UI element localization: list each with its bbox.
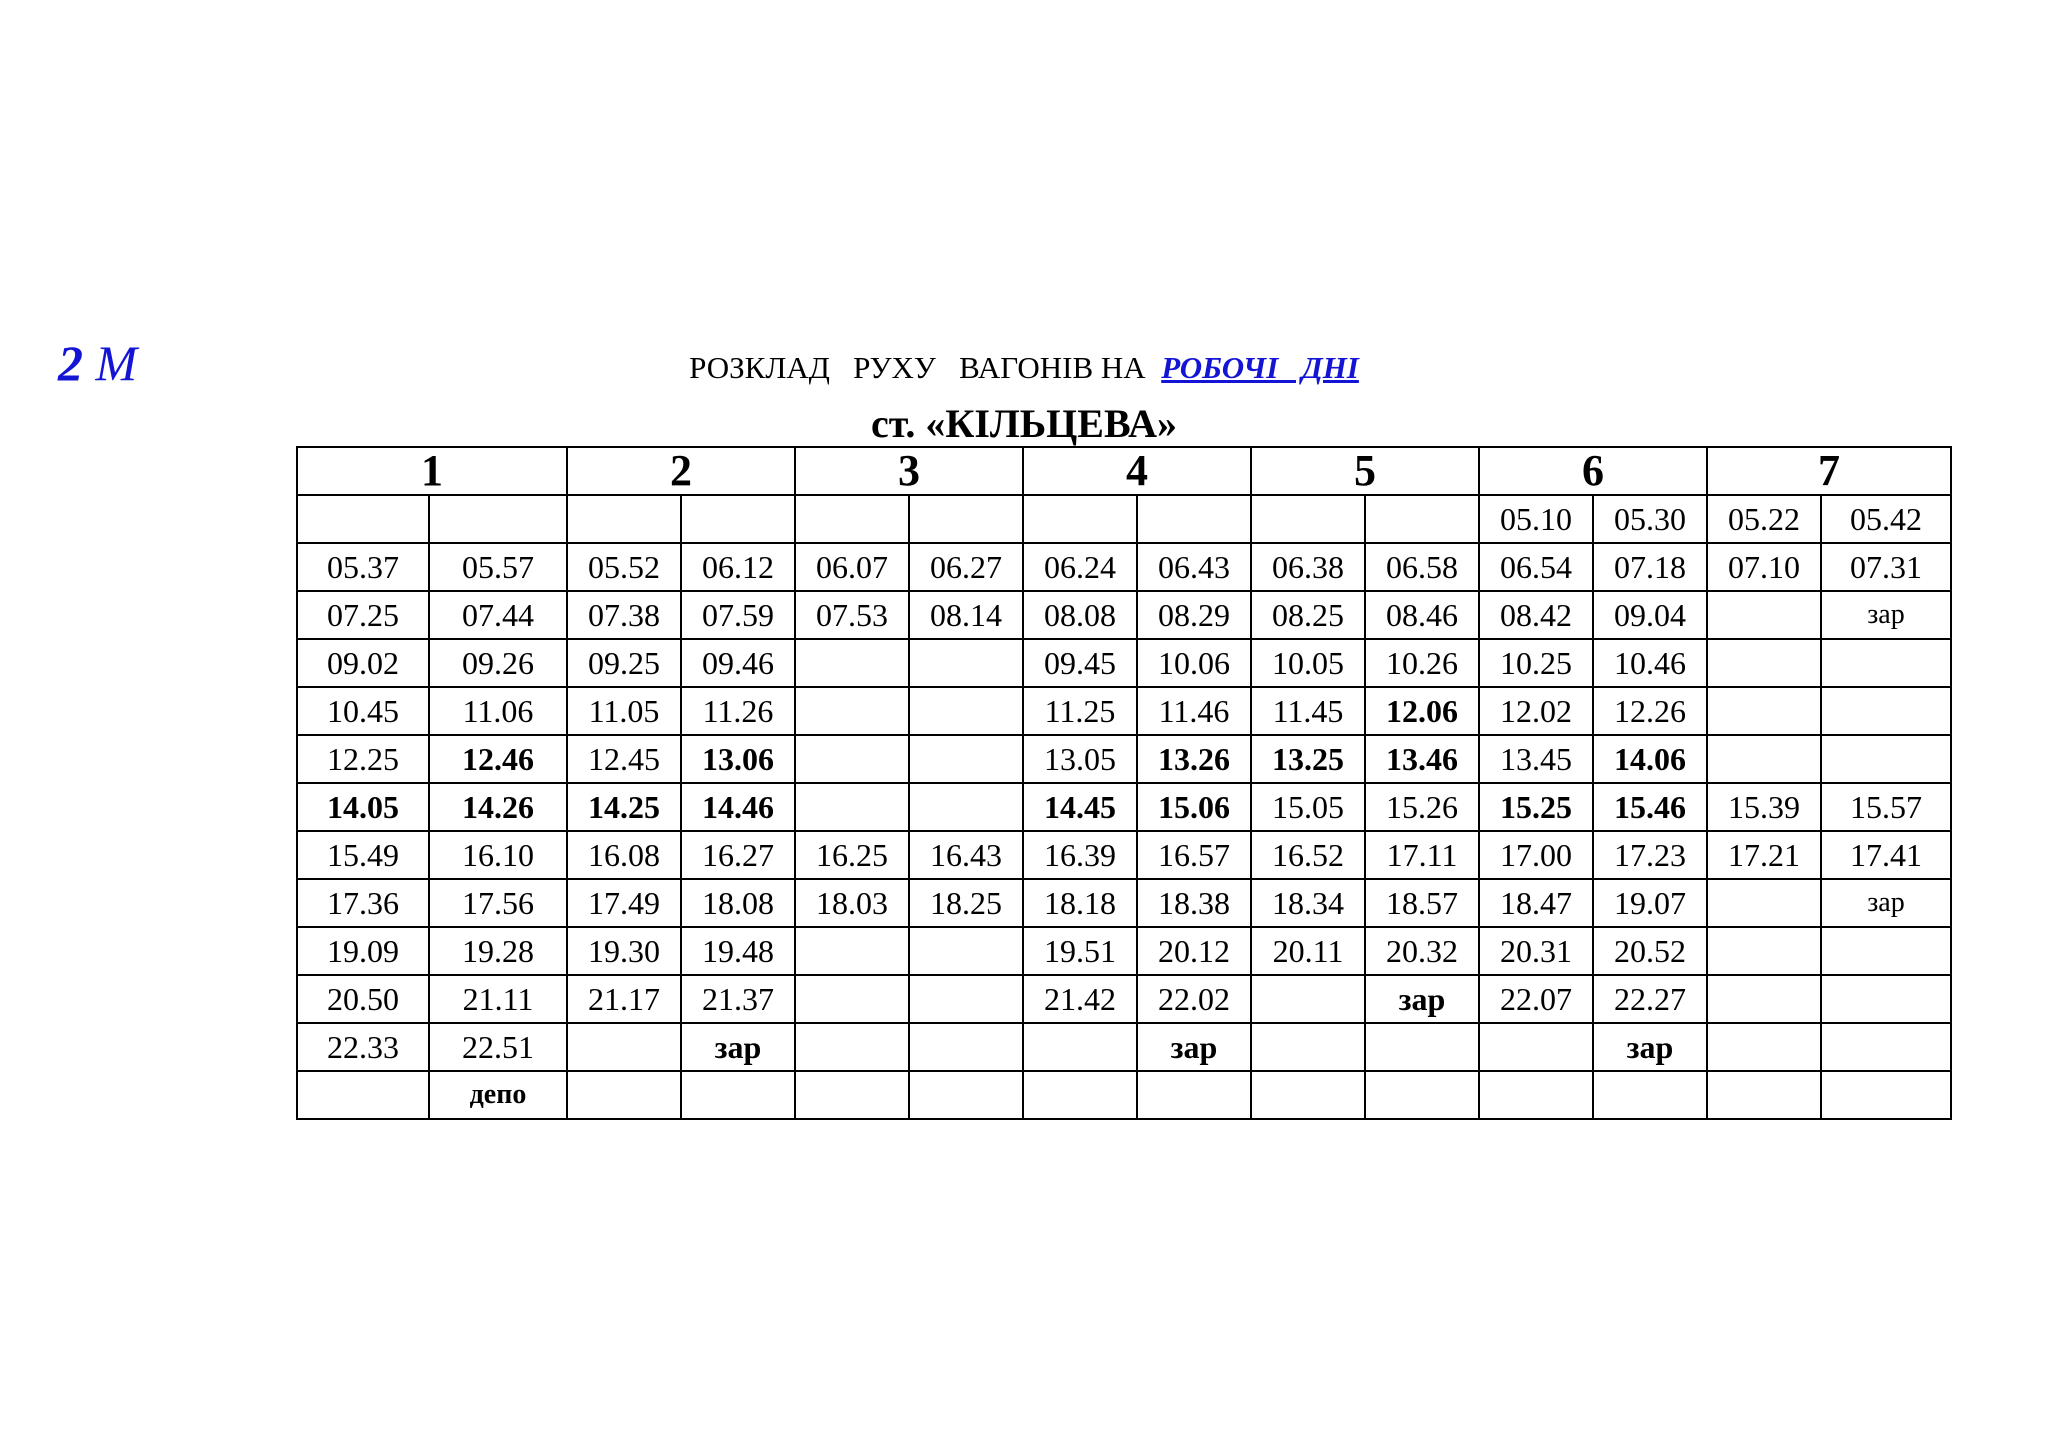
schedule-cell: 12.25 [297,735,429,783]
column-header-5: 5 [1251,447,1479,495]
schedule-cell [297,1071,429,1119]
schedule-cell [1365,495,1479,543]
schedule-cell [795,975,909,1023]
schedule-cell: 12.46 [429,735,567,783]
schedule-cell [1251,975,1365,1023]
schedule-cell: 11.46 [1137,687,1251,735]
schedule-cell [909,639,1023,687]
table-row [297,495,1951,543]
schedule-cell: 17.36 [297,879,429,927]
schedule-heading [0,350,2048,386]
schedule-cell: 12.02 [1479,687,1593,735]
schedule-cell: 14.06 [1593,735,1707,783]
schedule-cell [1821,975,1951,1023]
schedule-cell [567,495,681,543]
schedule-cell [909,927,1023,975]
schedule-cell: 22.02 [1137,975,1251,1023]
schedule-cell [795,783,909,831]
schedule-cell: 11.45 [1251,687,1365,735]
schedule-cell [795,687,909,735]
schedule-cell [795,927,909,975]
schedule-cell [1479,1023,1593,1071]
schedule-cell: 10.46 [1593,639,1707,687]
schedule-cell: 18.25 [909,879,1023,927]
schedule-cell [1821,1023,1951,1071]
schedule-cell: зар [681,1023,795,1071]
schedule-cell [1479,1071,1593,1119]
schedule-cell: 18.47 [1479,879,1593,927]
schedule-cell: 17.11 [1365,831,1479,879]
schedule-cell [909,687,1023,735]
schedule-cell: 05.30 [1593,495,1707,543]
schedule-cell: 15.05 [1251,783,1365,831]
schedule-cell: 16.43 [909,831,1023,879]
schedule-cell [795,495,909,543]
route-letter: М [95,335,138,391]
schedule-cell: 11.06 [429,687,567,735]
schedule-cell: 09.04 [1593,591,1707,639]
schedule-cell [1137,495,1251,543]
schedule-cell: 09.45 [1023,639,1137,687]
column-header-row [297,447,1951,495]
schedule-cell [1251,495,1365,543]
schedule-cell: 16.52 [1251,831,1365,879]
schedule-cell: 08.42 [1479,591,1593,639]
schedule-cell: зар [1821,879,1951,927]
schedule-cell: 17.21 [1707,831,1821,879]
schedule-cell [567,1071,681,1119]
schedule-cell [1593,1071,1707,1119]
schedule-cell: депо [429,1071,567,1119]
schedule-cell: 17.49 [567,879,681,927]
schedule-cell [1821,639,1951,687]
schedule-cell: 13.45 [1479,735,1593,783]
table-row [297,687,1951,735]
schedule-cell: 05.10 [1479,495,1593,543]
schedule-cell [1251,1071,1365,1119]
schedule-cell: 19.48 [681,927,795,975]
schedule-cell: 13.46 [1365,735,1479,783]
schedule-cell [429,495,567,543]
schedule-cell: 15.39 [1707,783,1821,831]
schedule-cell: 17.23 [1593,831,1707,879]
schedule-cell [1707,687,1821,735]
schedule-cell [681,1071,795,1119]
schedule-cell: 08.46 [1365,591,1479,639]
schedule-cell [1251,1023,1365,1071]
schedule-cell: 19.28 [429,927,567,975]
schedule-cell: 10.25 [1479,639,1593,687]
schedule-cell: 20.31 [1479,927,1593,975]
schedule-cell [1821,927,1951,975]
schedule-cell: 16.25 [795,831,909,879]
schedule-cell [681,495,795,543]
schedule-cell [1707,639,1821,687]
schedule-cell: 16.27 [681,831,795,879]
schedule-cell: 17.41 [1821,831,1951,879]
schedule-cell [1023,1071,1137,1119]
schedule-cell: 19.51 [1023,927,1137,975]
schedule-cell: 06.54 [1479,543,1593,591]
schedule-cell: 14.45 [1023,783,1137,831]
schedule-cell: 18.34 [1251,879,1365,927]
schedule-cell: 07.44 [429,591,567,639]
schedule-cell: 07.53 [795,591,909,639]
schedule-cell: 17.00 [1479,831,1593,879]
schedule-cell: 07.31 [1821,543,1951,591]
schedule-cell [1137,1071,1251,1119]
schedule-cell: 10.06 [1137,639,1251,687]
schedule-cell [1023,1023,1137,1071]
schedule-cell: зар [1137,1023,1251,1071]
schedule-cell: 05.57 [429,543,567,591]
schedule-cell [567,1023,681,1071]
schedule-cell: 05.52 [567,543,681,591]
schedule-cell: 19.09 [297,927,429,975]
schedule-cell: 08.08 [1023,591,1137,639]
schedule-cell [1365,1023,1479,1071]
schedule-cell [1821,1071,1951,1119]
schedule-cell: 22.33 [297,1023,429,1071]
column-header-7: 7 [1707,447,1951,495]
schedule-cell: 17.56 [429,879,567,927]
schedule-cell [909,783,1023,831]
schedule-cell: 11.25 [1023,687,1137,735]
schedule-cell [795,1023,909,1071]
route-number: 2 [58,335,83,391]
schedule-cell: 07.10 [1707,543,1821,591]
column-header-2: 2 [567,447,795,495]
schedule-cell [1707,879,1821,927]
column-header-1: 1 [297,447,567,495]
schedule-cell: 06.07 [795,543,909,591]
table-row [297,975,1951,1023]
schedule-cell: 06.24 [1023,543,1137,591]
schedule-cell: 20.52 [1593,927,1707,975]
schedule-cell [1707,975,1821,1023]
schedule-cell: 05.37 [297,543,429,591]
schedule-cell [1707,591,1821,639]
schedule-cell [909,735,1023,783]
schedule-cell: 22.51 [429,1023,567,1071]
schedule-cell: 22.07 [1479,975,1593,1023]
schedule-cell: 14.26 [429,783,567,831]
schedule-cell [1821,735,1951,783]
schedule-cell: 07.25 [297,591,429,639]
schedule-cell: 11.26 [681,687,795,735]
schedule-cell: 14.46 [681,783,795,831]
schedule-cell: 08.29 [1137,591,1251,639]
table-row [297,591,1951,639]
schedule-cell [1707,735,1821,783]
table-row [297,735,1951,783]
schedule-cell: 15.57 [1821,783,1951,831]
schedule-cell: 15.26 [1365,783,1479,831]
schedule-cell [1707,927,1821,975]
schedule-cell: 05.22 [1707,495,1821,543]
schedule-cell: 08.14 [909,591,1023,639]
schedule-cell: 06.27 [909,543,1023,591]
schedule-cell [795,639,909,687]
schedule-cell: 12.26 [1593,687,1707,735]
schedule-cell [909,1023,1023,1071]
heading-prefix: РОЗКЛАД РУХУ ВАГОНІВ НА [689,350,1146,385]
schedule-cell: 19.07 [1593,879,1707,927]
column-header-3: 3 [795,447,1023,495]
table-row [297,927,1951,975]
table-row [297,783,1951,831]
schedule-cell: 07.38 [567,591,681,639]
schedule-cell [909,495,1023,543]
column-header-4: 4 [1023,447,1251,495]
schedule-cell: зар [1593,1023,1707,1071]
schedule-cell [1821,687,1951,735]
schedule-cell: зар [1365,975,1479,1023]
schedule-cell: 09.02 [297,639,429,687]
schedule-cell [297,495,429,543]
schedule-cell: 19.30 [567,927,681,975]
schedule-cell: 15.49 [297,831,429,879]
schedule-cell: 20.50 [297,975,429,1023]
table-row [297,639,1951,687]
schedule-cell: 13.06 [681,735,795,783]
schedule-cell: 09.25 [567,639,681,687]
schedule-cell [1023,495,1137,543]
schedule-cell: 15.06 [1137,783,1251,831]
table-row [297,1071,1951,1119]
schedule-cell: 16.10 [429,831,567,879]
schedule-cell: 16.08 [567,831,681,879]
schedule-cell [795,1071,909,1119]
schedule-cell: 22.27 [1593,975,1707,1023]
column-header-6: 6 [1479,447,1707,495]
schedule-cell [1365,1071,1479,1119]
schedule-cell: зар [1821,591,1951,639]
schedule-cell: 10.05 [1251,639,1365,687]
schedule-cell: 18.03 [795,879,909,927]
schedule-body [297,447,1951,1119]
schedule-cell [1707,1023,1821,1071]
schedule-cell: 12.45 [567,735,681,783]
schedule-cell: 21.42 [1023,975,1137,1023]
schedule-cell: 16.39 [1023,831,1137,879]
schedule-cell: 06.12 [681,543,795,591]
schedule-cell: 18.38 [1137,879,1251,927]
schedule-cell: 14.25 [567,783,681,831]
schedule-cell: 14.05 [297,783,429,831]
schedule-cell [909,975,1023,1023]
schedule-cell: 12.06 [1365,687,1479,735]
schedule-cell: 20.11 [1251,927,1365,975]
table-row [297,879,1951,927]
schedule-cell: 13.26 [1137,735,1251,783]
schedule-cell: 10.26 [1365,639,1479,687]
schedule-cell: 07.18 [1593,543,1707,591]
schedule-cell: 21.37 [681,975,795,1023]
schedule-cell [1707,1071,1821,1119]
schedule-cell: 20.32 [1365,927,1479,975]
schedule-cell: 18.08 [681,879,795,927]
schedule-cell: 21.17 [567,975,681,1023]
schedule-cell: 15.25 [1479,783,1593,831]
schedule-cell [909,1071,1023,1119]
schedule-table [296,446,1952,1120]
schedule-cell: 11.05 [567,687,681,735]
schedule-cell: 18.57 [1365,879,1479,927]
schedule-cell: 20.12 [1137,927,1251,975]
table-row [297,543,1951,591]
schedule-cell: 16.57 [1137,831,1251,879]
table-row [297,1023,1951,1071]
schedule-cell: 09.46 [681,639,795,687]
schedule-cell: 18.18 [1023,879,1137,927]
station-title: ст. «КІЛЬЦЕВА» [870,401,1178,446]
schedule-cell: 05.42 [1821,495,1951,543]
schedule-cell [795,735,909,783]
schedule-cell: 06.43 [1137,543,1251,591]
schedule-cell: 15.46 [1593,783,1707,831]
schedule-cell: 21.11 [429,975,567,1023]
schedule-cell: 06.38 [1251,543,1365,591]
schedule-cell: 13.05 [1023,735,1137,783]
schedule-cell: 10.45 [297,687,429,735]
table-row [297,831,1951,879]
schedule-cell: 08.25 [1251,591,1365,639]
heading-days: РОБОЧІ ДНІ [1161,350,1359,385]
schedule-cell: 09.26 [429,639,567,687]
schedule-cell: 07.59 [681,591,795,639]
schedule-cell: 13.25 [1251,735,1365,783]
schedule-cell: 06.58 [1365,543,1479,591]
